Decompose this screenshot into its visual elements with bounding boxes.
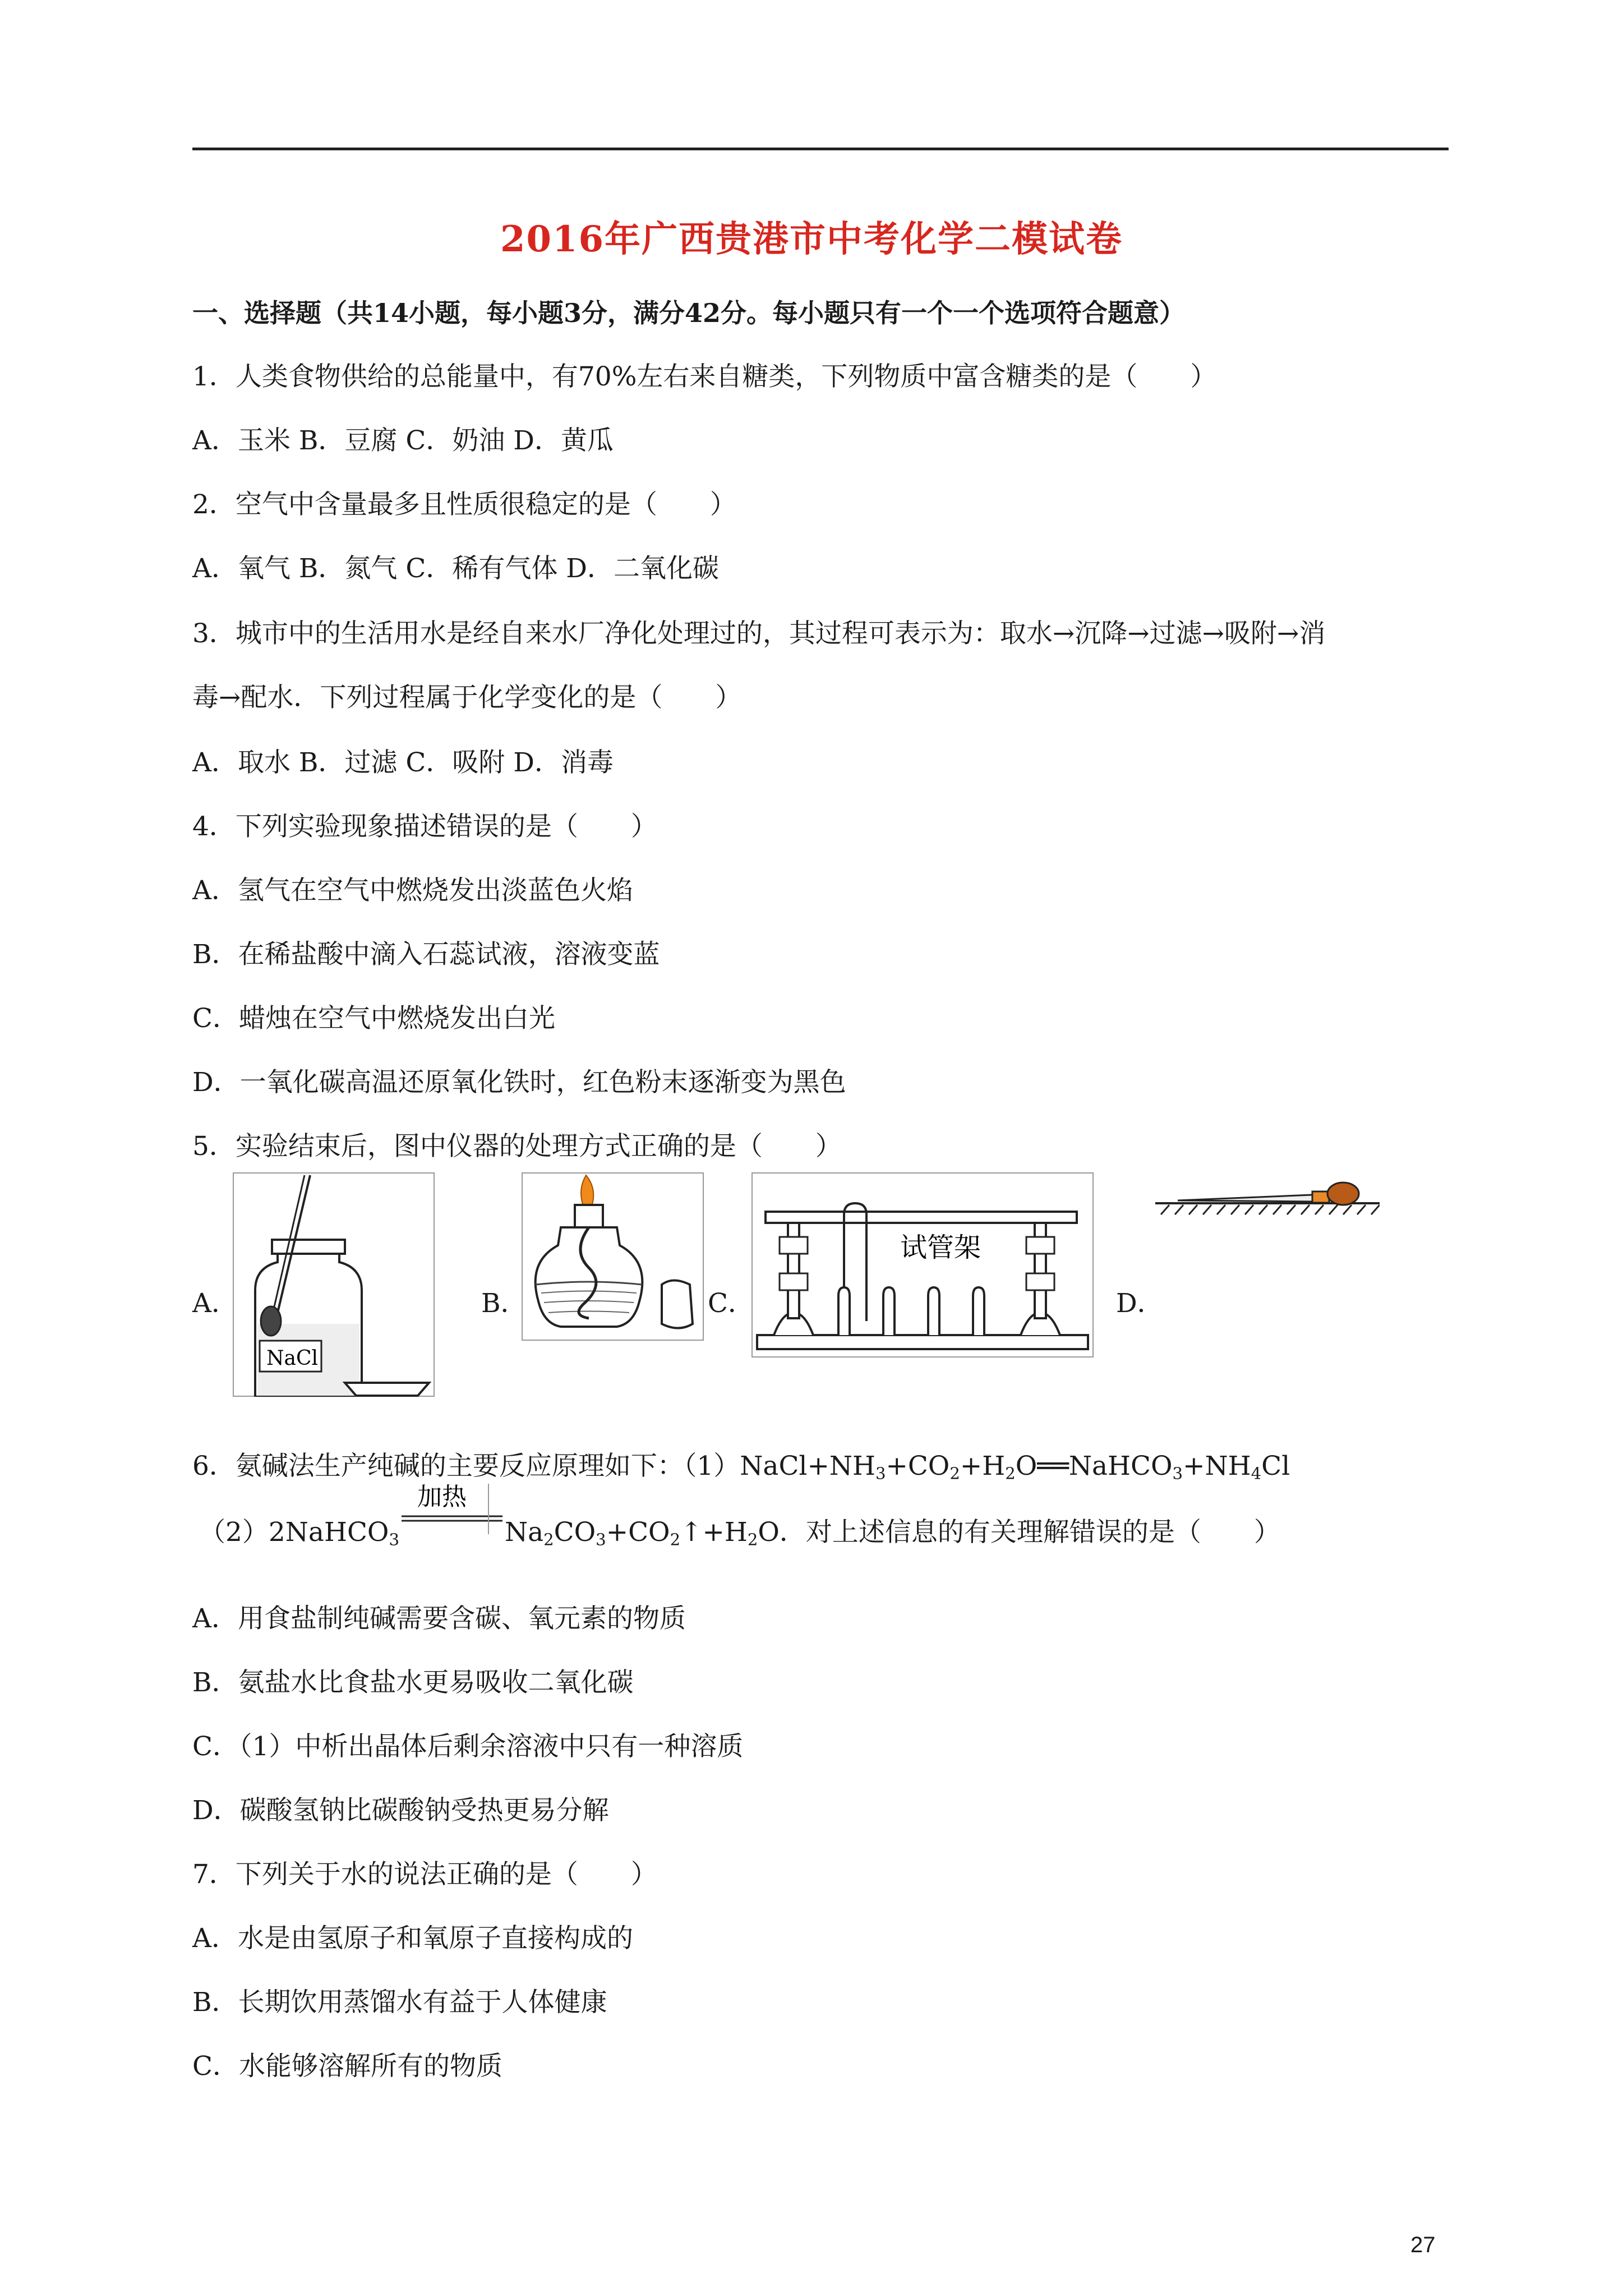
q7-option-c: C．水能够溶解所有的物质 bbox=[192, 2051, 502, 2082]
q5-label-c: C． bbox=[708, 1288, 754, 1319]
q6-equation-2: （2）2NaHCO$_3$ 加热 $Na_2CO_3+CO_2↑+H_2O$．对上述信息的有关理解错误的是（ ） bbox=[199, 1509, 1280, 1559]
q5-label-d: D． bbox=[1116, 1288, 1164, 1319]
q3-stem-line1: 3．城市中的生活用水是经自来水厂净化处理过的，其过程可表示为：取水→沉降→过滤→吸附→消 bbox=[192, 618, 1326, 649]
q5-stem: 5．实验结束后，图中仪器的处理方式正确的是（ ） bbox=[192, 1131, 842, 1162]
q4-option-a: A．氢气在空气中燃烧发出淡蓝色火焰 bbox=[192, 875, 633, 906]
q6-eq2-prefix: （2）2NaHCO bbox=[199, 1517, 389, 1548]
q6-eq2-suffix: ．对上述信息的有关理解错误的是（ ） bbox=[779, 1517, 1280, 1548]
q1-options: A．玉米 B．豆腐 C．奶油 D．黄瓜 bbox=[192, 425, 614, 456]
q6-option-c: C．（1）中析出晶体后剩余溶液中只有一种溶质 bbox=[192, 1731, 744, 1762]
q4-option-c: C．蜡烛在空气中燃烧发出白光 bbox=[192, 1003, 555, 1034]
q7-stem: 7．下列关于水的说法正确的是（ ） bbox=[192, 1859, 657, 1890]
q6-option-a: A．用食盐制纯碱需要含碳、氧元素的物质 bbox=[192, 1603, 686, 1634]
q1-stem: 1．人类食物供给的总能量中，有70%左右来自糖类，下列物质中富含糖类的是（ ） bbox=[192, 361, 1217, 392]
q5-label-a: A． bbox=[192, 1288, 238, 1319]
q2-stem: 2．空气中含量最多且性质很稳定的是（ ） bbox=[192, 489, 736, 520]
reaction-condition-bar bbox=[402, 1484, 502, 1559]
q2-options: A．氧气 B．氮气 C．稀有气体 D．二氧化碳 bbox=[192, 553, 719, 584]
test-tube-rack-label: 试管架 bbox=[900, 1232, 981, 1263]
q5-figure-b-alcohol-lamp bbox=[522, 1172, 704, 1341]
q7-option-b: B．长期饮用蒸馏水有益于人体健康 bbox=[192, 1987, 607, 2018]
header-rule bbox=[192, 148, 1449, 150]
q6-stem: 6．氨碱法生产纯碱的主要反应原理如下：$(1)NaCl+NH_3+CO_2+H_2O══NaHCO_3+NH_4Cl$ bbox=[192, 1451, 1290, 1483]
q4-option-d: D．一氧化碳高温还原氧化铁时，红色粉末逐渐变为黑色 bbox=[192, 1067, 846, 1098]
section-heading: 一、选择题（共14小题，每小题3分，满分42分。每小题只有一个一个选项符合题意） bbox=[192, 298, 1186, 328]
page-number: 27 bbox=[1410, 2233, 1436, 2257]
q3-stem-line2: 毒→配水．下列过程属于化学变化的是（ ） bbox=[192, 682, 742, 713]
q4-option-b: B．在稀盐酸中滴入石蕊试液，溶液变蓝 bbox=[192, 939, 660, 970]
q3-options: A．取水 B．过滤 C．吸附 D．消毒 bbox=[192, 747, 614, 778]
q5-label-b: B． bbox=[481, 1288, 527, 1319]
nacl-label-text: NaCl bbox=[266, 1347, 319, 1370]
q6-option-d: D．碳酸氢钠比碳酸钠受热更易分解 bbox=[192, 1795, 609, 1826]
reaction-condition-text: 加热 bbox=[417, 1484, 467, 1511]
q5-figure-d-dropper-on-table bbox=[1155, 1172, 1380, 1217]
q5-figure-a-spatula-in-nacl-jar bbox=[233, 1172, 435, 1397]
q4-stem: 4．下列实验现象描述错误的是（ ） bbox=[192, 811, 657, 842]
q5-figure-c-test-tube-rack bbox=[751, 1172, 1094, 1358]
q6-stem-prefix: 6．氨碱法生产纯碱的主要反应原理如下：（1）NaCl+NH bbox=[192, 1451, 875, 1481]
q6-option-b: B．氨盐水比食盐水更易吸收二氧化碳 bbox=[192, 1667, 634, 1698]
page-title: 2016年广西贵港市中考化学二模试卷 bbox=[500, 218, 1123, 260]
q7-option-a: A．水是由氢原子和氧原子直接构成的 bbox=[192, 1923, 633, 1954]
